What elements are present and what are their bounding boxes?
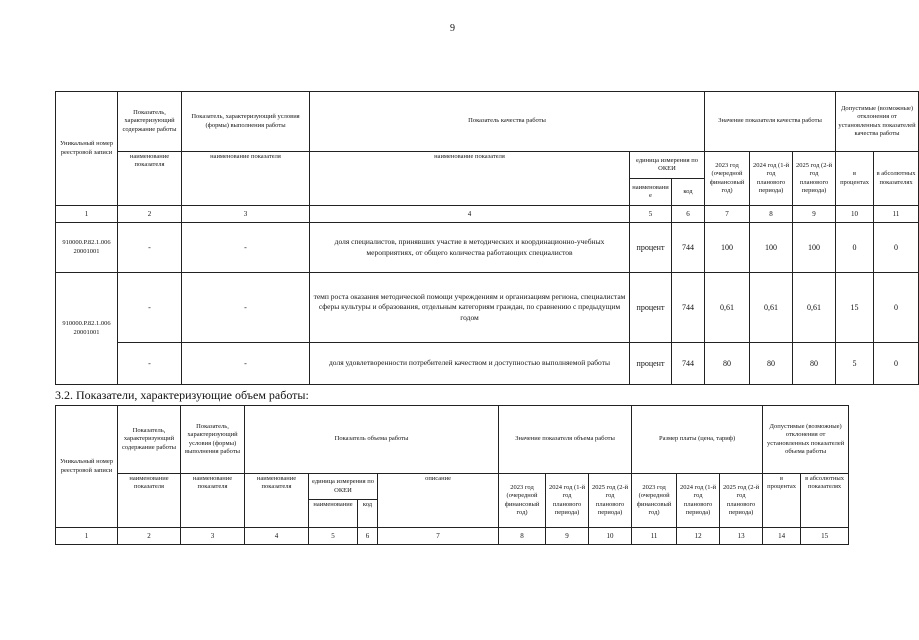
- header-conditions-indicator: Показатель, характеризующий условия (формы) выполнения работы: [182, 92, 310, 152]
- value-2023: 80: [705, 343, 750, 385]
- unit-name: процент: [630, 223, 672, 273]
- column-number: 7: [378, 528, 499, 545]
- deviation-percent: 15: [836, 273, 874, 343]
- header-unit-code: код: [672, 179, 705, 206]
- header-in-percent: в процентах: [836, 152, 874, 206]
- value-2025: 80: [793, 343, 836, 385]
- header-fee-2024: 2024 год (1-й год планового периода): [677, 474, 720, 528]
- column-number: 1: [56, 206, 118, 223]
- unit-name: процент: [630, 343, 672, 385]
- unit-code: 744: [672, 343, 705, 385]
- section-title: 3.2. Показатели, характеризующие объем работы:: [55, 388, 309, 402]
- page-number: 9: [450, 23, 455, 34]
- conditions-value: -: [182, 273, 310, 343]
- header-in-absolute: в абсолютных показателях: [801, 474, 849, 528]
- header-in-percent: в процентах: [763, 474, 801, 528]
- unit-name: процент: [630, 273, 672, 343]
- header-conditions-name: наименование показателя: [181, 474, 245, 528]
- header-volume-value: Значение показателя объема работы: [499, 406, 632, 474]
- header-fee-2025: 2025 год (2-й год планового периода): [720, 474, 763, 528]
- volume-indicators-table: [55, 405, 849, 545]
- table-row: [56, 223, 919, 273]
- header-description: описание: [378, 474, 499, 528]
- column-number: 2: [118, 206, 182, 223]
- column-number: 13: [720, 528, 763, 545]
- header-in-absolute: в абсолютных показателях: [874, 152, 919, 206]
- header-year-2025: 2025 год (2-й год планового периода): [793, 152, 836, 206]
- column-number: 4: [310, 206, 630, 223]
- column-number: 8: [499, 528, 546, 545]
- deviation-absolute: 0: [874, 343, 919, 385]
- column-number: 8: [750, 206, 793, 223]
- header-unit-okei: единица измерения по ОКЕИ: [630, 152, 705, 179]
- header-year-2025: 2025 год (2-й год планового периода): [589, 474, 632, 528]
- deviation-absolute: 0: [874, 223, 919, 273]
- header-year-2024: 2024 год (1-й год планового периода): [750, 152, 793, 206]
- column-number: 14: [763, 528, 801, 545]
- value-2025: 0,61: [793, 273, 836, 343]
- indicator-name: темп роста оказания методической помощи учреждениям и организациям региона, специалистам сферы культуры и образования, отдельным категориям граждан, по сравнению с предыдущим годом: [310, 273, 630, 343]
- header-unit-okei: единица измерения по ОКЕИ: [309, 474, 378, 500]
- header-fee-2023: 2023 год (очередной финансовый год): [632, 474, 677, 528]
- content-value: -: [118, 223, 182, 273]
- header-quality-value: Значение показателя качества работы: [705, 92, 836, 152]
- registry-code: 910000.Р.82.1.006 20001001: [56, 223, 118, 273]
- content-value: -: [118, 343, 182, 385]
- column-number: 3: [181, 528, 245, 545]
- registry-code: 910000.Р.82.1.006 20001001: [56, 273, 118, 385]
- header-unique-number: Уникальный номер реестровой записи: [56, 92, 118, 206]
- column-number: 11: [874, 206, 919, 223]
- header-conditions-name: наименование показателя: [182, 152, 310, 206]
- column-number: 7: [705, 206, 750, 223]
- header-unit-name: наименование: [309, 500, 358, 528]
- header-indicator-name: наименование показателя: [310, 152, 630, 206]
- column-number: 15: [801, 528, 849, 545]
- column-number: 5: [309, 528, 358, 545]
- column-number: 1: [56, 528, 118, 545]
- header-fee-size: Размер платы (цена, тариф): [632, 406, 763, 474]
- deviation-absolute: 0: [874, 273, 919, 343]
- quality-indicators-table: [55, 91, 919, 385]
- value-2023: 0,61: [705, 273, 750, 343]
- column-number: 5: [630, 206, 672, 223]
- header-unit-name: наименование: [630, 179, 672, 206]
- header-year-2023: 2023 год (очередной финансовый год): [499, 474, 546, 528]
- column-number: 2: [118, 528, 181, 545]
- value-2024: 100: [750, 223, 793, 273]
- column-number: 3: [182, 206, 310, 223]
- column-number: 10: [836, 206, 874, 223]
- header-year-2024: 2024 год (1-й год планового периода): [546, 474, 589, 528]
- value-2024: 80: [750, 343, 793, 385]
- value-2023: 100: [705, 223, 750, 273]
- header-unit-code: код: [358, 500, 378, 528]
- column-number: 6: [672, 206, 705, 223]
- unit-code: 744: [672, 273, 705, 343]
- deviation-percent: 0: [836, 223, 874, 273]
- column-number: 6: [358, 528, 378, 545]
- column-number: 9: [793, 206, 836, 223]
- header-content-indicator: Показатель, характеризующий содержание работы: [118, 406, 181, 474]
- header-year-2023: 2023 год (очередной финансовый год): [705, 152, 750, 206]
- header-content-indicator: Показатель, характеризующий содержание работы: [118, 92, 182, 152]
- table-row: [56, 273, 919, 343]
- indicator-name: доля специалистов, принявших участие в методических и координационно-учебных мероприятиях, от общего количества работающих специалистов: [310, 223, 630, 273]
- column-number: 9: [546, 528, 589, 545]
- unit-code: 744: [672, 223, 705, 273]
- header-content-name: наименование показателя: [118, 152, 182, 206]
- column-number: 12: [677, 528, 720, 545]
- deviation-percent: 5: [836, 343, 874, 385]
- table-row: [56, 343, 919, 385]
- content-value: -: [118, 273, 182, 343]
- indicator-name: доля удовлетворенности потребителей качеством и доступностью выполняемой работы: [310, 343, 630, 385]
- value-2024: 0,61: [750, 273, 793, 343]
- column-number: 11: [632, 528, 677, 545]
- conditions-value: -: [182, 223, 310, 273]
- header-allowed-deviation: Допустимые (возможные) отклонения от установленных показателей объема работы: [763, 406, 849, 474]
- header-conditions-indicator: Показатель, характеризующий условия (формы) выполнения работы: [181, 406, 245, 474]
- column-number: 4: [245, 528, 309, 545]
- value-2025: 100: [793, 223, 836, 273]
- header-content-name: наименование показателя: [118, 474, 181, 528]
- header-quality-indicator: Показатель качества работы: [310, 92, 705, 152]
- header-indicator-name: наименование показателя: [245, 474, 309, 528]
- conditions-value: -: [182, 343, 310, 385]
- column-number: 10: [589, 528, 632, 545]
- header-volume-indicator: Показатель объема работы: [245, 406, 499, 474]
- header-allowed-deviation: Допустимые (возможные) отклонения от установленных показателей качества работы: [836, 92, 919, 152]
- header-unique-number: Уникальный номер реестровой записи: [56, 406, 118, 528]
